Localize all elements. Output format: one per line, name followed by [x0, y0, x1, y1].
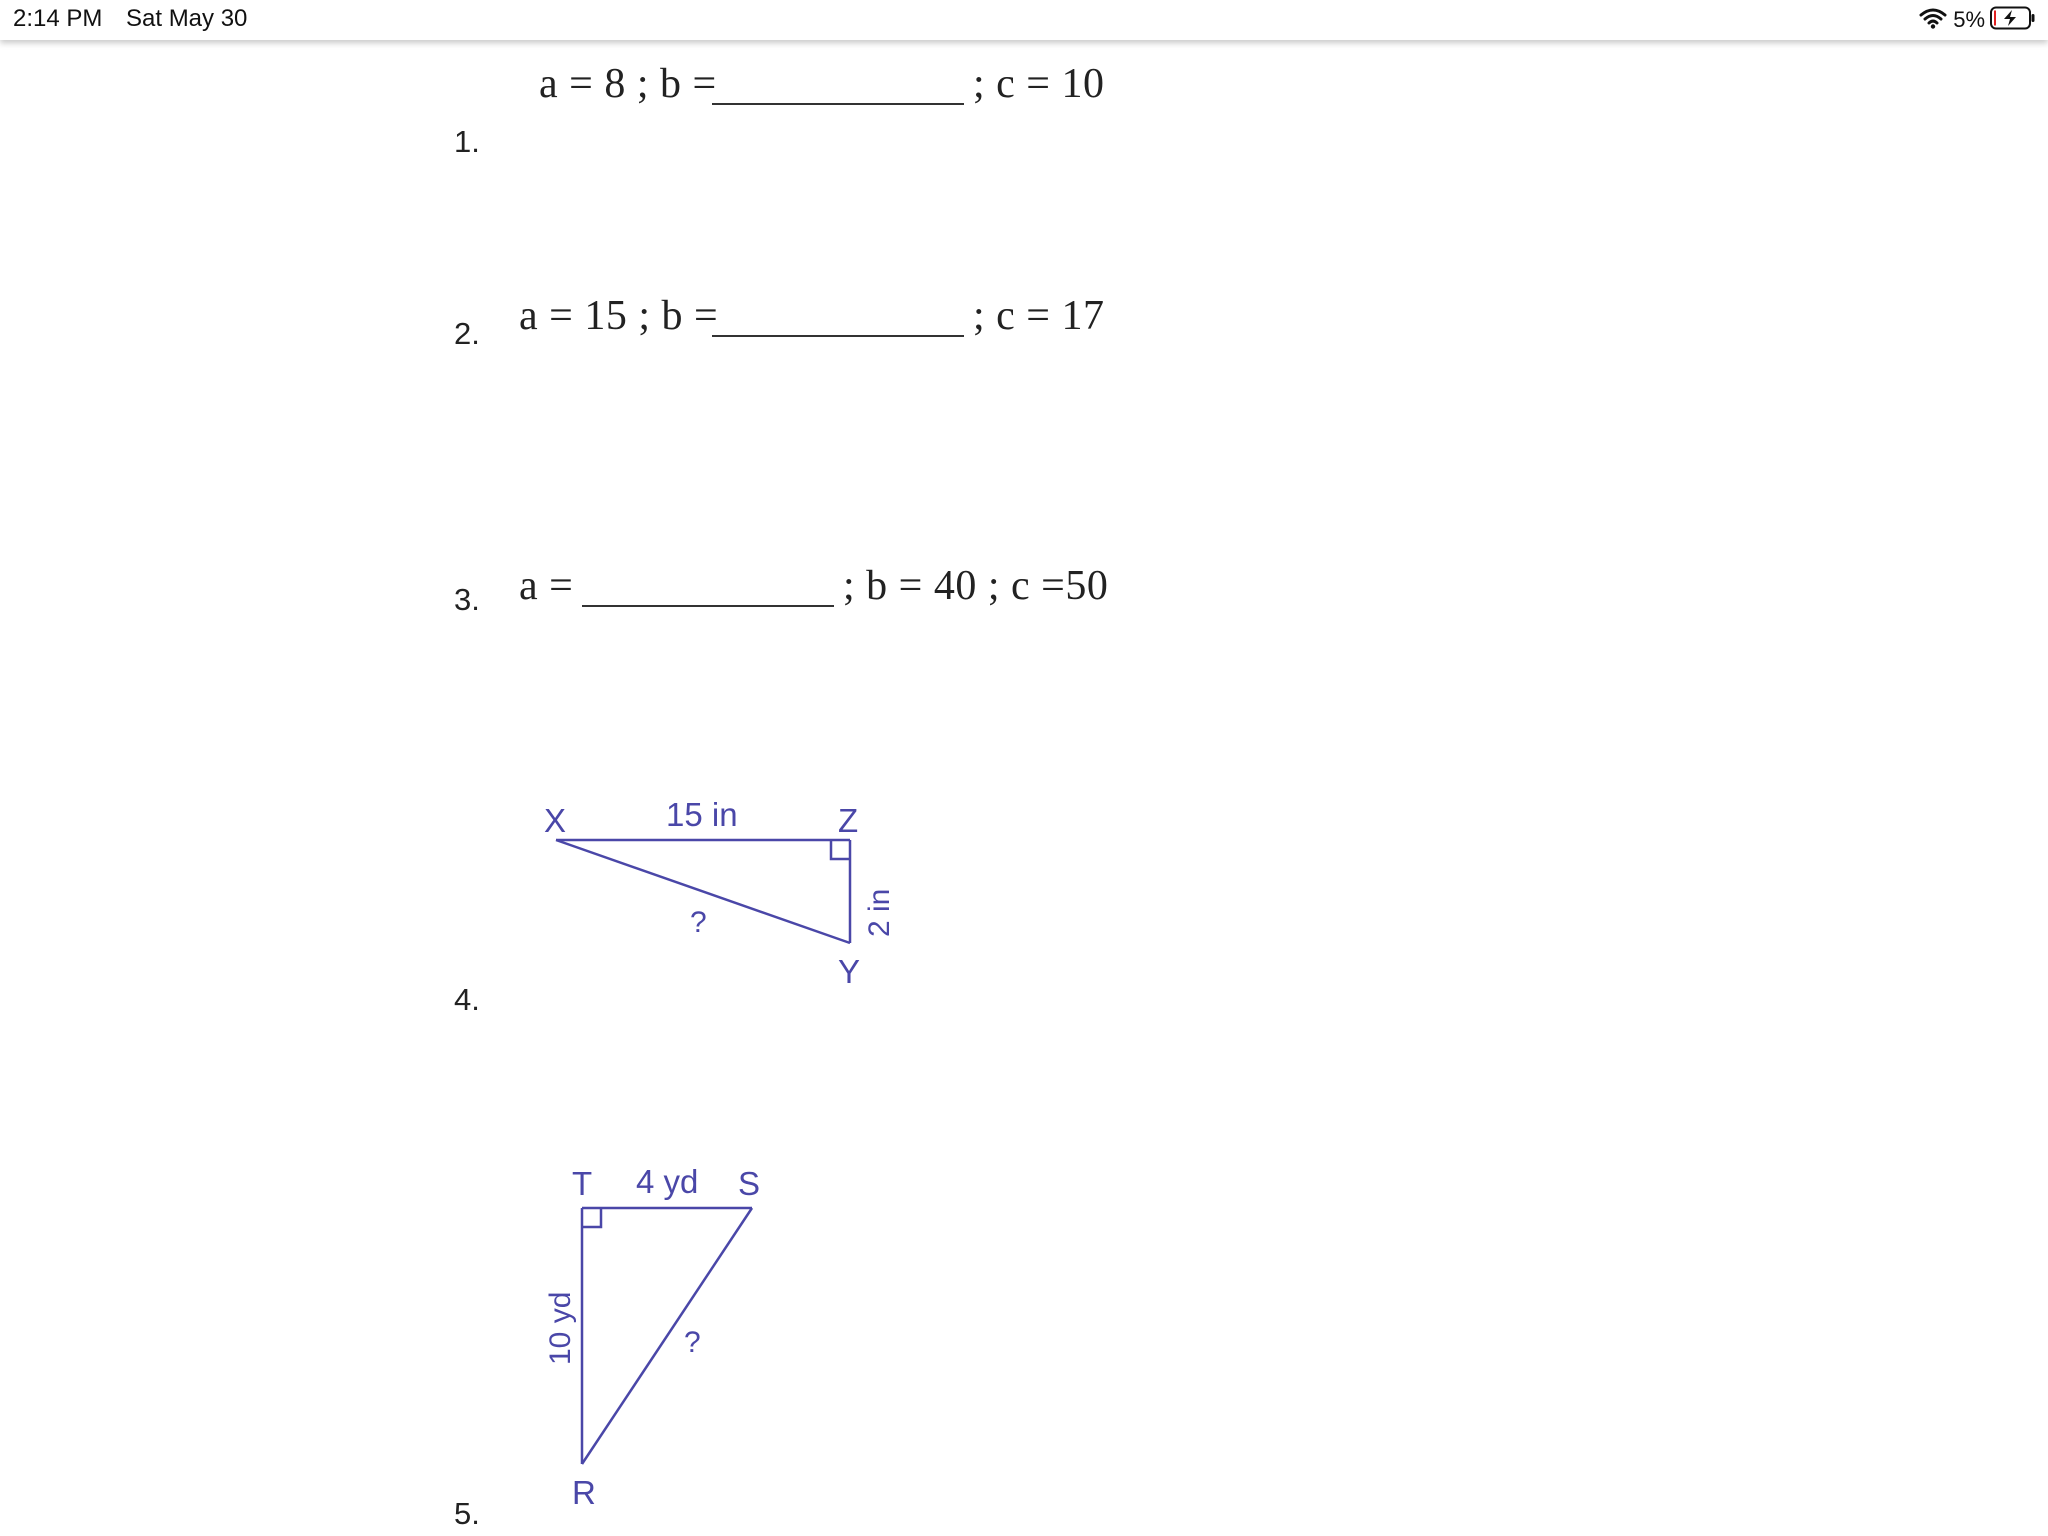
side-length-ts: 4 yd [636, 1163, 699, 1200]
vertex-label-x: X [544, 802, 567, 839]
question-number: 1. [454, 124, 480, 159]
right-angle-marker [831, 840, 850, 859]
hypotenuse-unknown-label: ? [684, 1326, 701, 1359]
right-angle-marker [582, 1208, 601, 1227]
side-length-zy: 2 in [863, 888, 896, 937]
triangle-diagrams [0, 40, 2048, 1536]
vertex-label-r: R [572, 1474, 596, 1511]
worksheet-page [0, 40, 2048, 1536]
vertex-label-s: S [738, 1165, 761, 1202]
status-indicators [1919, 6, 2036, 34]
status-time: 2:14 PM [13, 5, 103, 32]
question-2-equation-right: ; c = 17 [973, 293, 1105, 339]
battery-percent: 5% [1953, 7, 1985, 32]
triangle-rst [582, 1208, 752, 1464]
vertex-label-z: Z [838, 802, 859, 839]
status-date: Sat May 30 [126, 5, 248, 32]
hypotenuse-sr [582, 1208, 752, 1464]
question-3-equation-left: a = [519, 563, 574, 609]
question-2-equation-left: a = 15 ; b = [519, 293, 719, 339]
question-1-equation-left: a = 8 ; b = [539, 61, 717, 107]
question-1-equation-right: ; c = 10 [973, 61, 1105, 107]
question-number: 5. [454, 1496, 480, 1531]
status-bar [0, 0, 2048, 40]
question-number: 2. [454, 316, 480, 351]
battery-charging-icon [1990, 6, 2036, 35]
question-3-equation-right: ; b = 40 ; c =50 [843, 563, 1109, 609]
hypotenuse-unknown-label: ? [690, 906, 707, 939]
vertex-label-t: T [572, 1165, 593, 1202]
wifi-icon [1919, 7, 1947, 34]
vertex-label-y: Y [838, 953, 861, 990]
question-number: 4. [454, 982, 480, 1017]
side-length-xz: 15 in [666, 796, 738, 833]
side-length-tr: 10 yd [544, 1291, 577, 1365]
question-number: 3. [454, 582, 480, 617]
